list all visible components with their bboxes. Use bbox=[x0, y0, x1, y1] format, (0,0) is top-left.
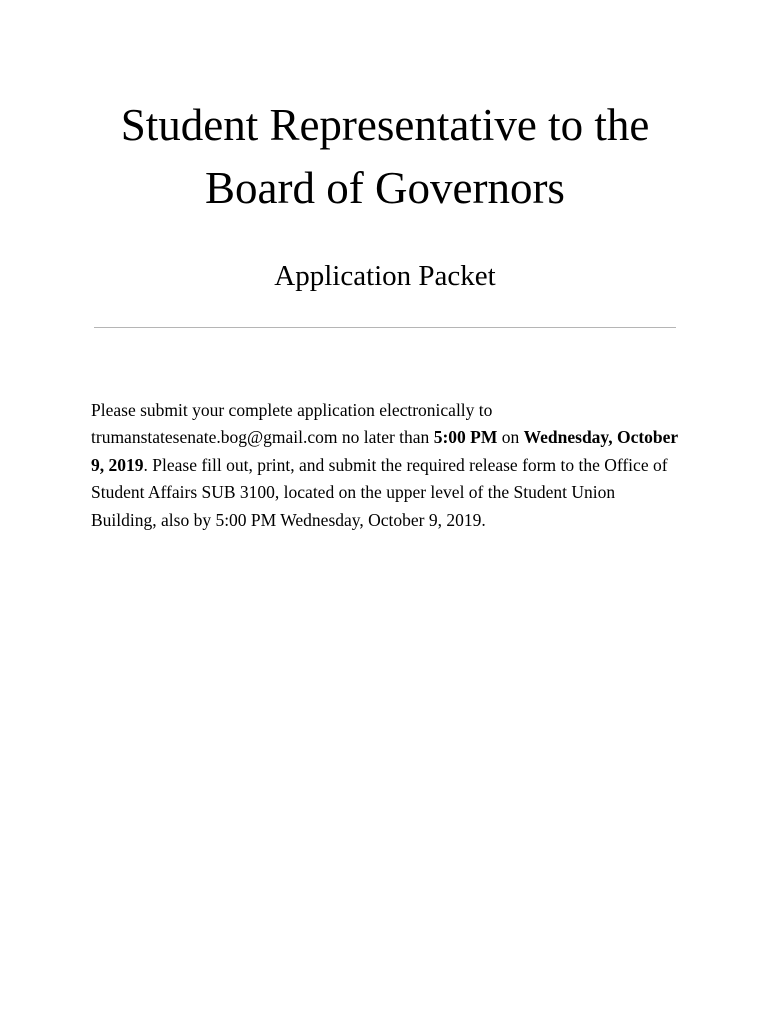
title-line-2: Board of Governors bbox=[205, 163, 565, 213]
deadline-date: Wednesday, October 9, 2019 bbox=[91, 427, 678, 475]
instructions-text-part-3: . Please fill out, print, and submit the required release form to the Office of Student Affairs SUB 3100, located on the upper level of the Student Union Building, also by 5:00 PM Wednesday, October 9, 2019. bbox=[91, 454, 668, 530]
title-line-1: Student Representative to the bbox=[120, 100, 650, 150]
deadline-time: 5:00 PM bbox=[433, 427, 498, 448]
page-subtitle: Application Packet bbox=[274, 260, 496, 292]
instructions-text-part-1: Please submit your complete application electronically to trumanstatesenate.bog@gmail.com no later than bbox=[91, 400, 493, 448]
instructions-text-part-2: on bbox=[497, 427, 524, 448]
instructions-paragraph bbox=[91, 397, 681, 534]
page-title bbox=[60, 94, 710, 220]
horizontal-divider bbox=[94, 327, 676, 328]
